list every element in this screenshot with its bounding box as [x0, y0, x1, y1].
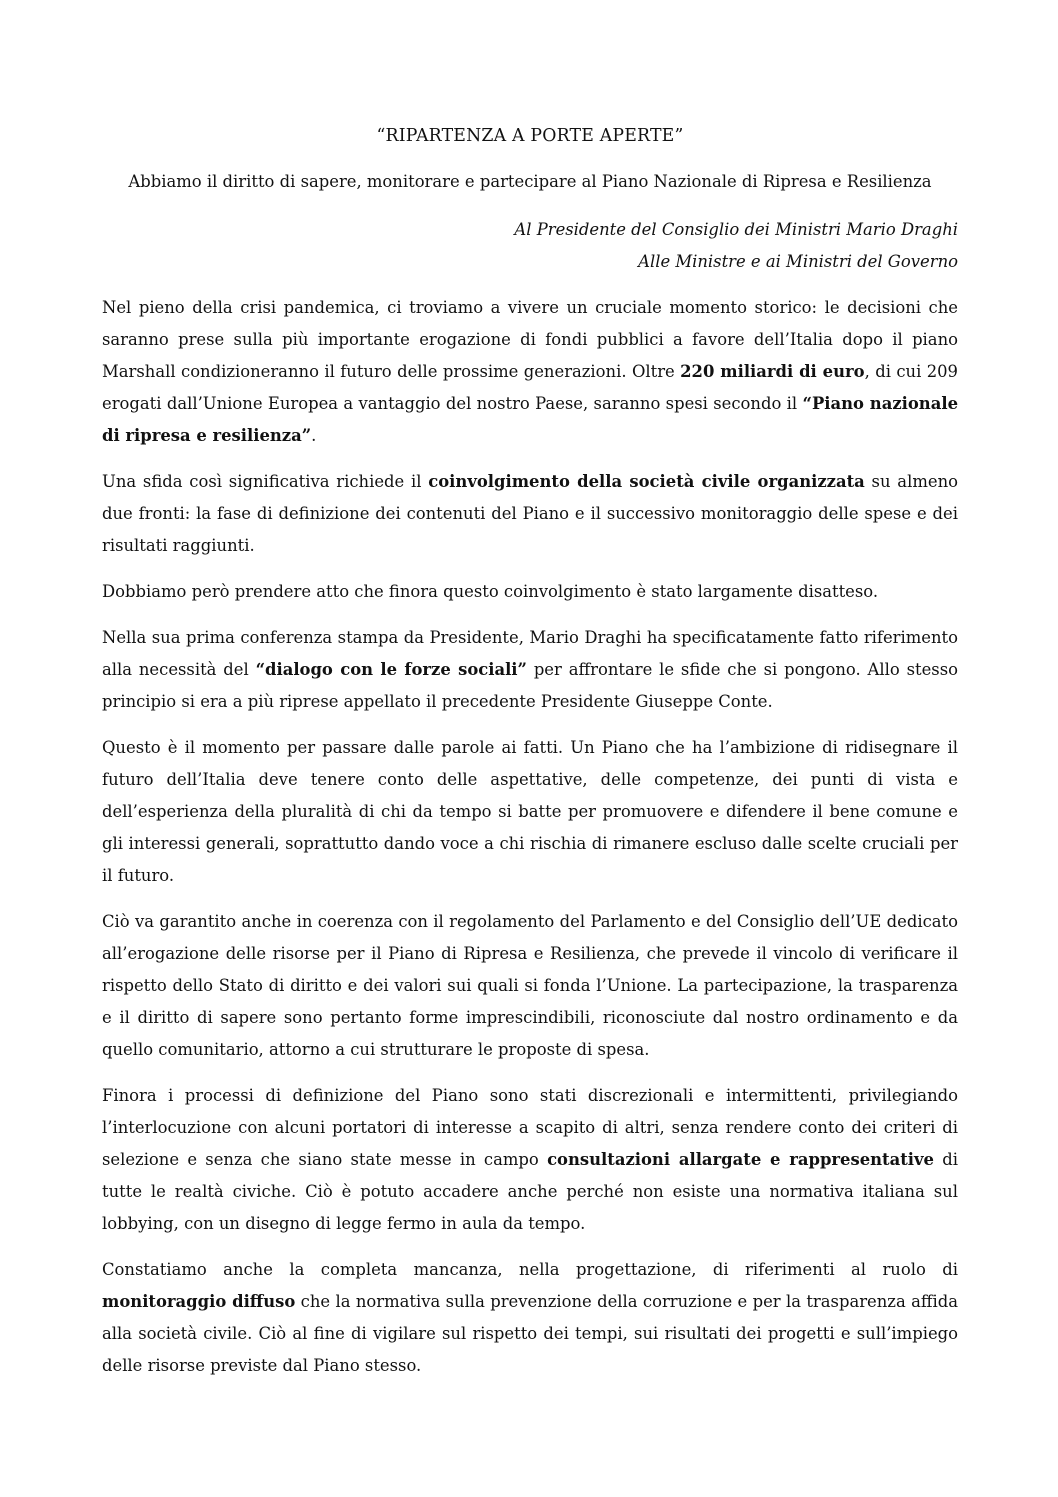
paragraph-text: che la normativa sulla prevenzione della corruzione e per la trasparenza affida alla società civile. Ciò al fine di vigilare sul rispetto dei tempi, sui risultati dei progetti e sull’impiego delle risorse previste dal Piano stesso. [102, 1292, 958, 1375]
paragraph-disatteso [102, 576, 958, 608]
paragraph-sfida [102, 466, 958, 562]
paragraph-crisi-pandemica [102, 292, 958, 452]
paragraph-text: Constatiamo anche la completa mancanza, nella progettazione, di riferimenti al ruolo di [102, 1260, 958, 1279]
emphasis-text: 220 miliardi di euro [680, 362, 865, 381]
paragraph-regolamento-ue [102, 906, 958, 1066]
body-text [102, 292, 958, 1382]
paragraph-text: per affrontare le sfide che si pongono. Allo stesso principio si era a più riprese appellato il precedente Presidente Giuseppe Conte. [102, 660, 958, 711]
paragraph-conferenza-stampa [102, 622, 958, 718]
paragraph-text: di tutte le realtà civiche. Ciò è potuto accadere anche perché non esiste una normativa italiana sul lobbying, con un disegno di legge fermo in aula da tempo. [102, 1150, 959, 1233]
document-subtitle: Abbiamo il diritto di sapere, monitorare e partecipare al Piano Nazionale di Ripresa e Resilienza [128, 172, 932, 191]
paragraph-monitoraggio [102, 1254, 958, 1382]
emphasis-text: “dialogo con le forze sociali” [255, 660, 527, 679]
paragraph-text: Nel pieno della crisi pandemica, ci troviamo a vivere un cruciale momento storico: le decisioni che saranno prese sulla più importante erogazione di fondi pubblici a favore dell’Italia dopo il piano Marshall condizioneranno il futuro delle prossime generazioni. Oltre [102, 298, 958, 381]
paragraph-text: Finora i processi di definizione del Piano sono stati discrezionali e intermittenti, privilegiando l’interlocuzione con alcuni portatori di interesse a scapito di altri, senza rendere conto dei criteri di selezione e senza che siano state messe in campo [102, 1086, 958, 1169]
paragraph-text: Questo è il momento per passare dalle parole ai fatti. Un Piano che ha l’ambizione di ridisegnare il futuro dell’Italia deve tenere conto delle aspettative, delle competenze, dei punti di vista e dell’esperienza della pluralità di chi da tempo si batte per promuovere e difendere il bene comune e gli interessi generali, soprattutto dando voce a chi rischia di rimanere escluso dalle scelte cruciali per il futuro. [102, 738, 958, 885]
paragraph-text: Una sfida così significativa richiede il [102, 472, 429, 491]
recipient-line: Al Presidente del Consiglio dei Ministri Mario Draghi [514, 220, 958, 239]
paragraph-text: . [311, 426, 317, 445]
paragraph-text: , di cui 209 erogati dall’Unione Europea a vantaggio del nostro Paese, saranno spesi secondo il [102, 362, 958, 413]
paragraph-text: Ciò va garantito anche in coerenza con il regolamento del Parlamento e del Consiglio dell’UE dedicato all’erogazione delle risorse per il Piano di Ripresa e Resilienza, che prevede il vincolo di verificare il rispetto dello Stato di diritto e dei valori sui quali si fonda l’Unione. La partecipazione, la trasparenza e il diritto di sapere sono pertanto forme imprescindibili, riconosciute dal nostro ordinamento e da quello comunitario, attorno a cui strutturare le proposte di spesa. [102, 912, 958, 1059]
emphasis-text: coinvolgimento della società civile organizzata [428, 472, 865, 491]
paragraph-processi-discrezionali [102, 1080, 958, 1240]
document-page [102, 120, 958, 1396]
recipients-block [102, 214, 958, 278]
emphasis-text: “Piano nazionale di ripresa e resilienza” [102, 394, 958, 445]
emphasis-text: consultazioni allargate e rappresentative [547, 1150, 934, 1169]
recipient-line: Alle Ministre e ai Ministri del Governo [638, 252, 958, 271]
paragraph-text: Dobbiamo però prendere atto che finora questo coinvolgimento è stato largamente disatteso. [102, 582, 879, 601]
paragraph-dalle-parole-ai-fatti [102, 732, 958, 892]
document-title: “RIPARTENZA A PORTE APERTE” [376, 126, 684, 146]
emphasis-text: monitoraggio diffuso [102, 1292, 296, 1311]
paragraph-text: su almeno due fronti: la fase di definizione dei contenuti del Piano e il successivo monitoraggio delle spese e dei risultati raggiunti. [102, 472, 958, 555]
paragraph-text: Nella sua prima conferenza stampa da Presidente, Mario Draghi ha specificatamente fatto riferimento alla necessità del [102, 628, 958, 679]
